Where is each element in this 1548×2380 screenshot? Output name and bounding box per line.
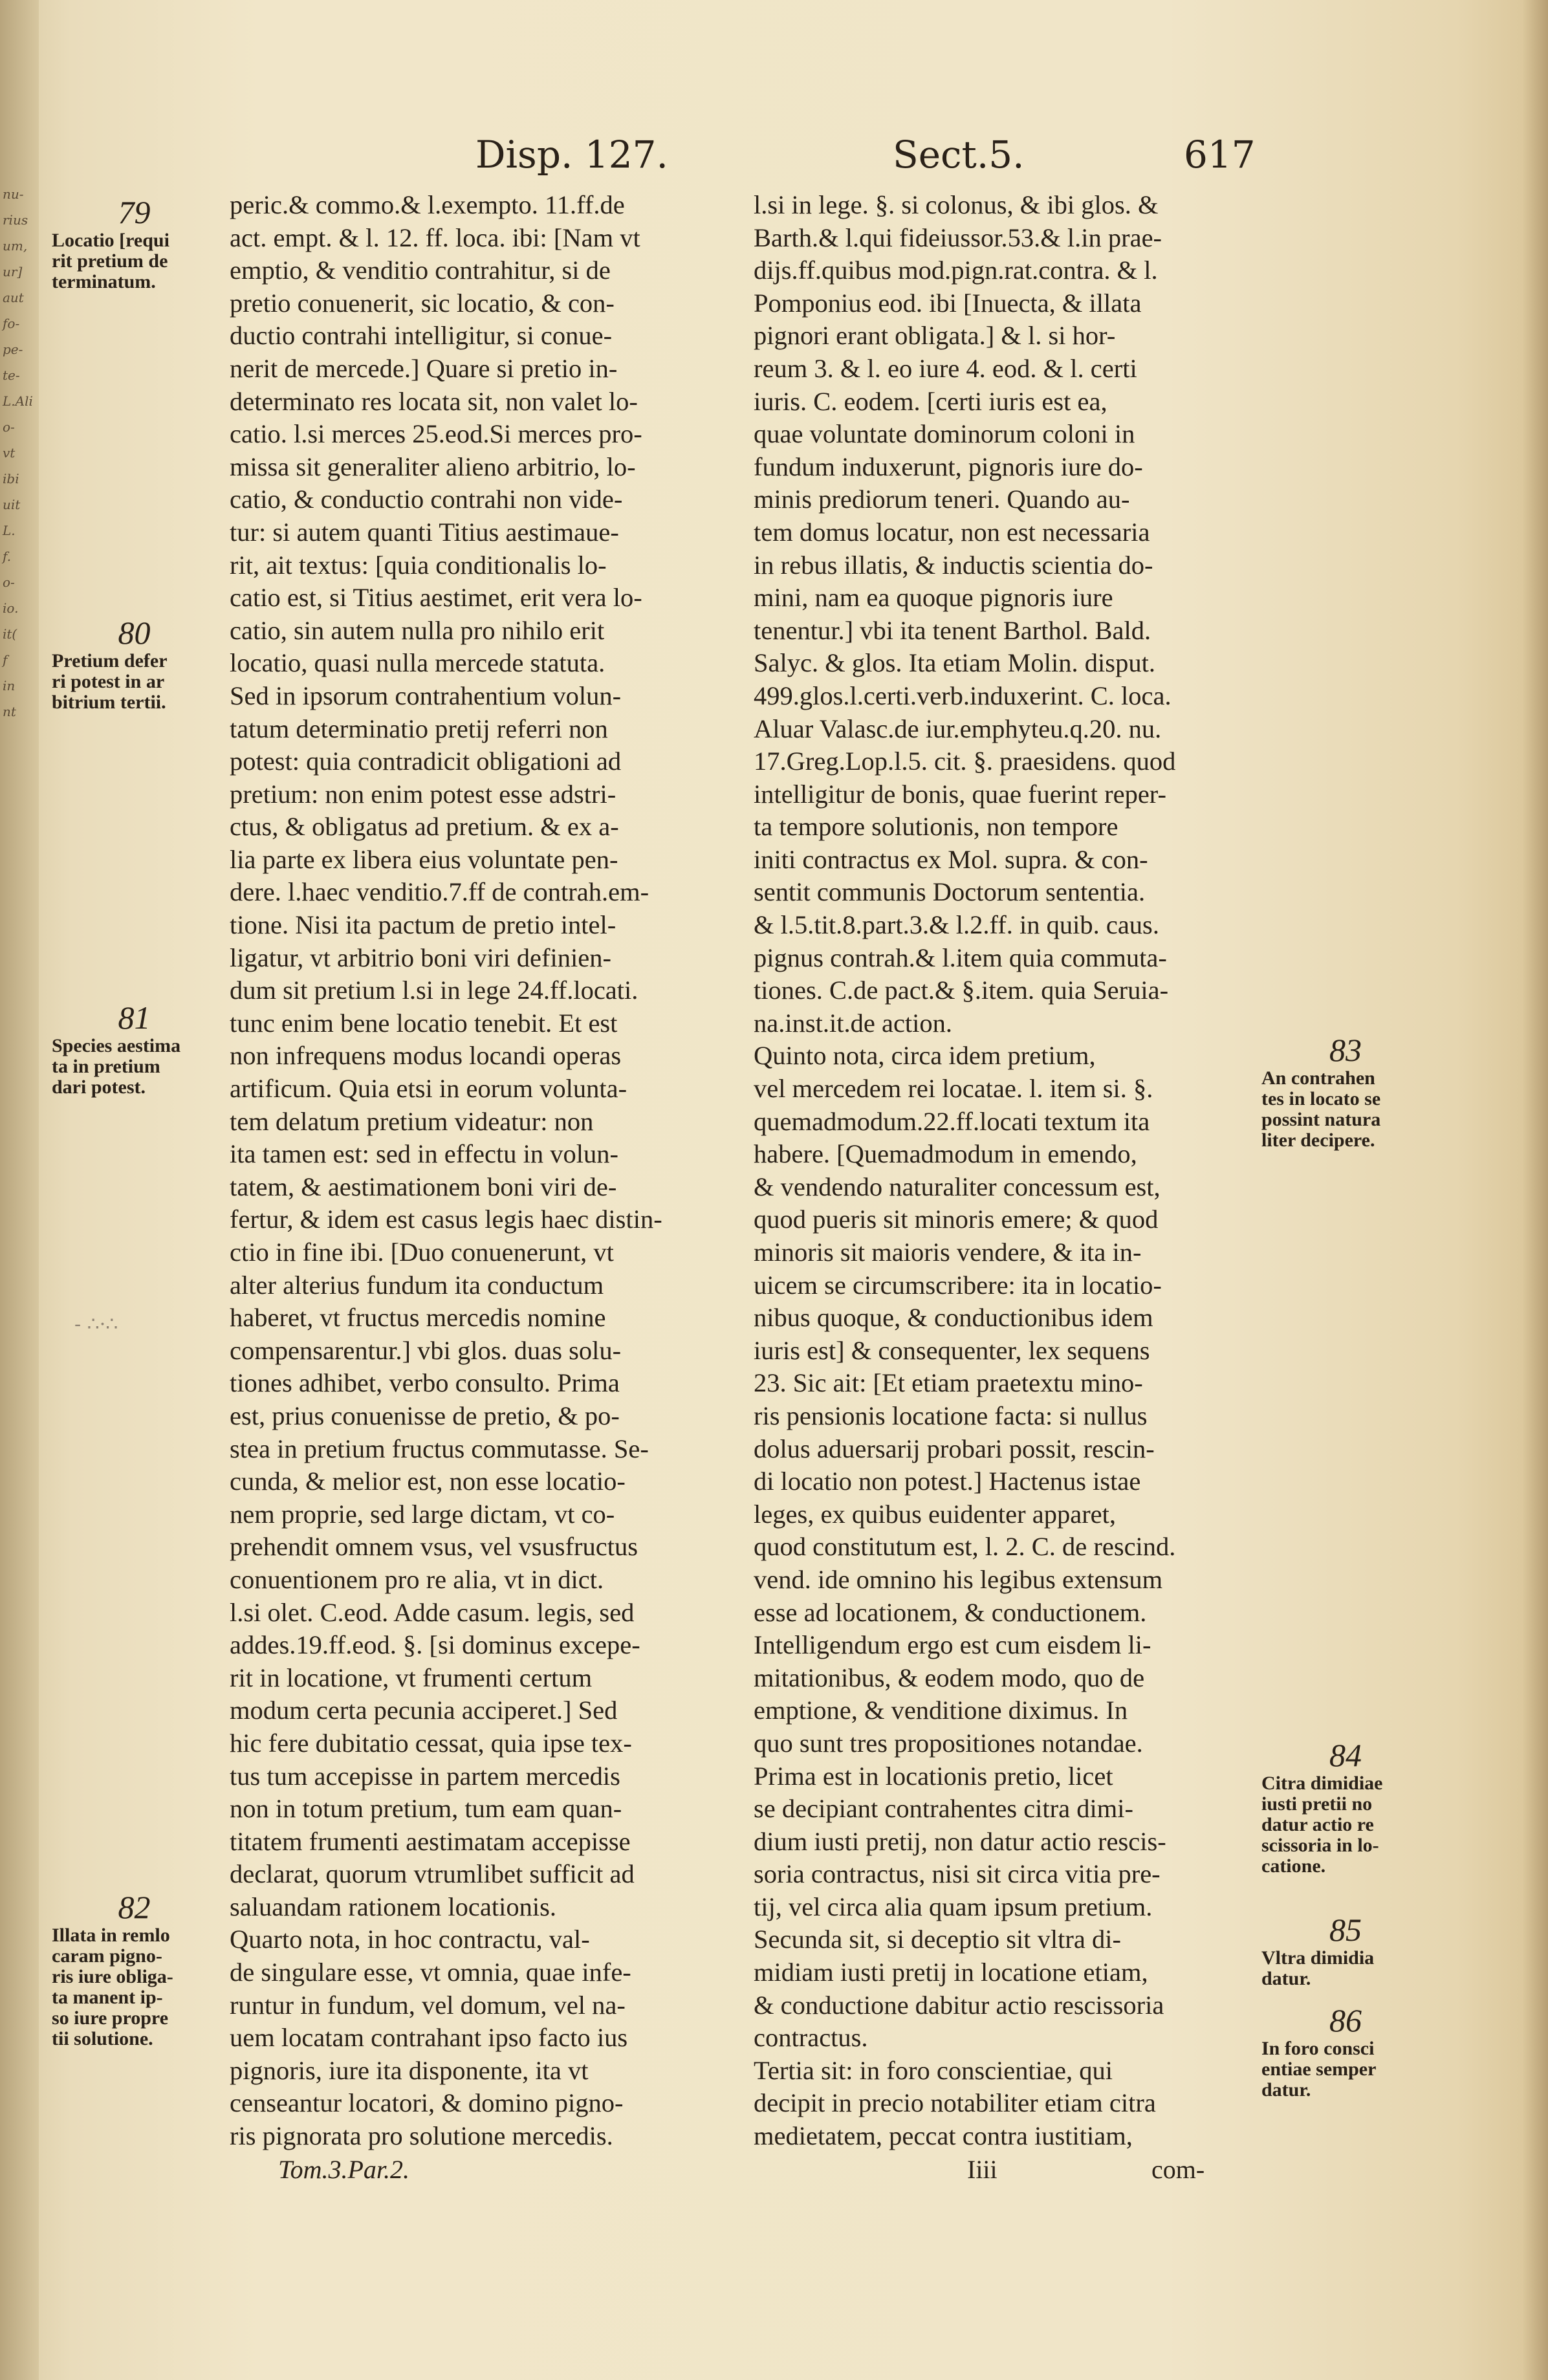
text-line: quae voluntate dominorum coloni in — [754, 419, 1135, 449]
text-line: potest: quia contradicit obligationi ad — [230, 747, 622, 776]
text-line: rit, ait textus: [quia conditionalis lo- — [230, 550, 607, 580]
text-line: modum certa pecunia acciperet.] Sed — [230, 1696, 618, 1725]
text-line: Quarto nota, in hoc contractu, val- — [230, 1925, 590, 1954]
text-line: & vendendo naturaliter concessum est, — [754, 1172, 1161, 1201]
margin-note-text — [1261, 2038, 1430, 2101]
margin-note-text — [52, 230, 217, 292]
margin-note-text — [1261, 1948, 1430, 1989]
left-text-column — [230, 189, 741, 2153]
text-line: emptio, & venditio contrahitur, si de — [230, 256, 611, 285]
text-line: quod pueris sit minoris emere; & quod — [754, 1205, 1159, 1234]
text-line: ta in pretium — [52, 1056, 160, 1077]
text-line: est, prius conuenisse de pretio, & po- — [230, 1401, 620, 1430]
text-line: nem proprie, sed large dictam, vt co- — [230, 1499, 615, 1529]
text-line: te- — [3, 367, 20, 383]
text-line: ris pignorata pro solutione mercedis. — [230, 2121, 613, 2151]
margin-note-text — [1261, 1773, 1430, 1877]
facing-page-fragments — [3, 181, 33, 725]
text-line: dium iusti pretij, non datur actio rescis- — [754, 1826, 1166, 1856]
text-line: prehendit omnem vsus, vel vsusfructus — [230, 1532, 638, 1562]
text-line: o- — [3, 419, 15, 435]
text-line: aut — [3, 290, 24, 305]
text-line: 499.glos.l.certi.verb.induxerint. C. loca. — [754, 681, 1172, 710]
text-line: 23. Sic ait: [Et etiam praetextu mino- — [754, 1368, 1143, 1398]
text-line: ris iure obliga- — [52, 1966, 173, 1987]
text-line: di locatio non potest.] Hactenus istae — [754, 1467, 1141, 1496]
margin-note-80 — [52, 615, 217, 713]
text-line: Barth.& l.qui fideiussor.53.& l.in prae- — [754, 223, 1162, 252]
text-line: missa sit generaliter alieno arbitrio, lo- — [230, 452, 636, 481]
text-line: soria contractus, nisi sit circa vitia pre- — [754, 1859, 1161, 1889]
text-line: ris pensionis locatione facta: si nullus — [754, 1401, 1148, 1430]
text-line: ctio in fine ibi. [Duo conuenerunt, vt — [230, 1238, 614, 1267]
text-line: mini, nam ea quoque pignoris iure — [754, 583, 1113, 613]
text-line: Salyc. & glos. Ita etiam Molin. disput. — [754, 648, 1155, 678]
text-line: Citra dimidiae — [1261, 1773, 1383, 1794]
margin-note-text — [1261, 1068, 1430, 1151]
text-line: dari potest. — [52, 1076, 146, 1098]
text-line: terminatum. — [52, 271, 156, 292]
text-line: pignori erant obligata.] & l. si hor- — [754, 321, 1116, 351]
text-line: L.Ali — [3, 393, 33, 409]
text-line: intelligitur de bonis, quae fuerint reper- — [754, 779, 1166, 809]
text-line: tiones. C.de pact.& §.item. quia Seruia- — [754, 976, 1169, 1005]
text-line: artificum. Quia etsi in eorum volunta- — [230, 1074, 627, 1104]
text-line: catione. — [1261, 1855, 1326, 1877]
text-line: haberet, vt fructus mercedis nomine — [230, 1303, 606, 1333]
text-line: L. — [3, 523, 16, 538]
text-line: pretium: non enim potest esse adstri- — [230, 779, 616, 809]
text-line: peric.& commo.& l.exempto. 11.ff.de — [230, 190, 625, 219]
text-line: nerit de mercede.] Quare si pretio in- — [230, 353, 618, 383]
margin-note-number: 81 — [118, 999, 151, 1036]
text-line: f. — [3, 549, 12, 564]
text-line: Tertia sit: in foro conscientiae, qui — [754, 2055, 1113, 2085]
text-line: um, — [3, 238, 28, 254]
text-line: tenentur.] vbi ita tenent Barthol. Bald. — [754, 615, 1151, 645]
text-line: compensarentur.] vbi glos. duas solu- — [230, 1335, 622, 1365]
text-line: declarat, quorum vtrumlibet sufficit ad — [230, 1859, 635, 1889]
text-line: hic fere dubitatio cessat, quia ipse tex- — [230, 1728, 632, 1758]
text-line: midiam iusti pretij in locatione etiam, — [754, 1958, 1148, 1987]
text-line: Locatio [requi — [52, 230, 169, 251]
text-line: tij, vel circa alia quam ipsum pretium. — [754, 1892, 1153, 1921]
page-number: 617 — [1184, 133, 1256, 177]
text-line: nu- — [3, 186, 24, 202]
text-line: nt — [3, 704, 16, 719]
text-line: stea in pretium fructus commutasse. Se- — [230, 1434, 649, 1463]
gathering-signature: Iiii — [967, 2155, 997, 2184]
text-line: quod constitutum est, l. 2. C. de rescind. — [754, 1532, 1176, 1562]
text-line: quemadmodum.22.ff.locati textum ita — [754, 1106, 1150, 1136]
text-line: Intelligendum ergo est cum eisdem li- — [754, 1630, 1151, 1660]
text-line: cunda, & melior est, non esse locatio- — [230, 1467, 626, 1496]
catchword: com- — [1151, 2155, 1205, 2184]
text-line: Prima est in locationis pretio, licet — [754, 1761, 1113, 1791]
text-line: Aluar Valasc.de iur.emphyteu.q.20. nu. — [754, 714, 1162, 743]
text-line: fundum induxerunt, pignoris iure do- — [754, 452, 1143, 481]
text-line: io. — [3, 600, 19, 616]
text-line: se decipiant contrahentes citra dimi- — [754, 1794, 1134, 1824]
text-line: nibus quoque, & conductionibus idem — [754, 1303, 1153, 1333]
text-line: tes in locato se — [1261, 1088, 1381, 1109]
text-line: dum sit pretium l.si in lege 24.ff.locati. — [230, 976, 638, 1005]
text-line: determinato res locata sit, non valet lo- — [230, 386, 638, 416]
text-line: l.si olet. C.eod. Adde casum. legis, sed — [230, 1597, 635, 1627]
running-header — [220, 133, 1296, 184]
text-line: pe- — [3, 342, 23, 357]
text-line: ductio contrahi intelligitur, si conue- — [230, 321, 613, 351]
text-line: sentit communis Doctorum sententia. — [754, 877, 1146, 907]
text-line: contractus. — [754, 2023, 868, 2053]
page-edge-shadow — [1522, 0, 1548, 2380]
text-line: catio, sin autem nulla pro nihilo erit — [230, 615, 605, 645]
text-line: so iure propre — [52, 2007, 169, 2029]
text-line: Pretium defer — [52, 650, 168, 671]
text-line: tii solutione. — [52, 2028, 153, 2049]
text-line: iuris est] & consequenter, lex sequens — [754, 1335, 1150, 1365]
text-line: catio. l.si merces 25.eod.Si merces pro- — [230, 419, 642, 449]
text-line: entiae semper — [1261, 2058, 1377, 2080]
text-line: datur. — [1261, 2079, 1311, 2101]
text-line: tem delatum pretium videatur: non — [230, 1106, 594, 1136]
margin-note-84 — [1261, 1737, 1430, 1877]
text-line: ta manent ip- — [52, 1987, 163, 2008]
margin-note-number: 80 — [118, 615, 151, 651]
text-line: pignoris, iure ita disponente, ita vt — [230, 2055, 589, 2085]
text-line: possint natura — [1261, 1109, 1381, 1130]
text-line: datur. — [1261, 1968, 1311, 1989]
text-line: 17.Greg.Lop.l.5. cit. §. praesidens. quod — [754, 747, 1176, 776]
text-line: vt — [3, 445, 16, 461]
text-line: tatem, & aestimationem boni viri de- — [230, 1172, 617, 1201]
text-line: rit in locatione, vt frumenti certum — [230, 1663, 593, 1692]
text-line: l.si in lege. §. si colonus, & ibi glos. & — [754, 190, 1159, 219]
text-line: uicem se circumscribere: ita in locatio- — [754, 1270, 1162, 1300]
margin-note-number: 84 — [1329, 1737, 1362, 1773]
text-line: rius — [3, 212, 28, 228]
text-line: iusti pretii no — [1261, 1793, 1373, 1815]
text-line: scissoria in lo- — [1261, 1835, 1379, 1856]
header-disputation: Disp. 127. — [475, 133, 668, 177]
text-line: vel mercedem rei locatae. l. item si. §. — [754, 1074, 1153, 1104]
margin-note-number: 86 — [1329, 2002, 1362, 2038]
margin-note-text — [52, 1036, 217, 1098]
text-line: dere. l.haec venditio.7.ff de contrah.em- — [230, 877, 649, 907]
text-line: bitrium tertii. — [52, 692, 166, 713]
signature-mark: Tom.3.Par.2. — [278, 2155, 410, 2184]
text-line: conuentionem pro re alia, vt in dict. — [230, 1564, 604, 1594]
text-line: emptione, & venditione diximus. In — [754, 1696, 1128, 1725]
text-line: uem locatam contrahant ipso facto ius — [230, 2023, 628, 2053]
margin-note-82 — [52, 1889, 217, 2049]
margin-note-86 — [1261, 2002, 1430, 2101]
text-line: esse ad locationem, & conductionem. — [754, 1597, 1147, 1627]
text-line: locatio, quasi nulla mercede statuta. — [230, 648, 605, 678]
text-line: tus tum accepisse in partem mercedis — [230, 1761, 620, 1791]
text-line: habere. [Quemadmodum in emendo, — [754, 1139, 1137, 1169]
text-line: Sed in ipsorum contrahentium volun- — [230, 681, 622, 710]
text-line: ita tamen est: sed in effectu in volun- — [230, 1139, 618, 1169]
text-line: pignus contrah.& l.item quia commuta- — [754, 943, 1167, 972]
text-line: In foro consci — [1261, 2038, 1375, 2059]
right-text-column — [754, 189, 1245, 2153]
text-line: initi contractus ex Mol. supra. & con- — [754, 844, 1148, 874]
text-line: de singulare esse, vt omnia, quae infe- — [230, 1958, 631, 1987]
text-line: ligatur, vt arbitrio boni viri definien- — [230, 943, 611, 972]
text-line: medietatem, peccat contra iustitiam, — [754, 2121, 1133, 2151]
text-line: runtur in fundum, vel domum, vel na- — [230, 1990, 626, 2020]
text-line: o- — [3, 574, 15, 590]
text-line: minis prediorum teneri. Quando au- — [754, 485, 1130, 514]
text-line: ta tempore solutionis, non tempore — [754, 812, 1118, 842]
text-line: Species aestima — [52, 1035, 181, 1056]
ink-smudge: - ∴·∴ — [74, 1313, 118, 1336]
text-line: catio, & conductio contrahi non vide- — [230, 485, 623, 514]
text-line: pretio conuenerit, sic locatio, & con- — [230, 288, 615, 318]
text-line: quo sunt tres propositiones notandae. — [754, 1728, 1143, 1758]
text-line: na.inst.it.de action. — [754, 1008, 953, 1038]
text-line: lia parte ex libera eius voluntate pen- — [230, 844, 618, 874]
text-line: ur] — [3, 264, 23, 279]
text-line: Quinto nota, circa idem pretium, — [754, 1041, 1096, 1071]
text-line: ibi — [3, 471, 19, 486]
margin-note-85 — [1261, 1912, 1430, 1989]
text-line: censeantur locatori, & domino pigno- — [230, 2088, 624, 2118]
text-line: dolus aduersarij probari possit, rescin- — [754, 1434, 1155, 1463]
margin-note-79 — [52, 194, 217, 292]
text-line: tiones adhibet, verbo consulto. Prima — [230, 1368, 620, 1398]
text-line: tione. Nisi ita pactum de pretio intel- — [230, 910, 616, 940]
text-line: ctus, & obligatus ad pretium. & ex a- — [230, 812, 619, 842]
text-line: datur actio re — [1261, 1814, 1374, 1835]
text-line: tem domus locatur, non est necessaria — [754, 517, 1150, 547]
margin-note-81 — [52, 999, 217, 1098]
text-line: non infrequens modus locandi operas — [230, 1041, 622, 1071]
text-line: leges, ex quibus euidenter apparet, — [754, 1499, 1117, 1529]
text-line: catio est, si Titius aestimet, erit vera lo- — [230, 583, 642, 613]
margin-note-number: 85 — [1329, 1912, 1362, 1948]
text-line: Secunda sit, si deceptio sit vltra di- — [754, 1925, 1122, 1954]
text-line: tatum determinatio pretij referri non — [230, 714, 608, 743]
text-line: fo- — [3, 316, 20, 331]
text-line: & conductione dabitur actio rescissoria — [754, 1990, 1164, 2020]
text-line: reum 3. & l. eo iure 4. eod. & l. certi — [754, 353, 1137, 383]
text-line: tunc enim bene locatio tenebit. Et est — [230, 1008, 618, 1038]
text-line: liter decipere. — [1261, 1130, 1375, 1151]
text-line: dijs.ff.quibus mod.pign.rat.contra. & l. — [754, 256, 1158, 285]
text-line: it( — [3, 626, 17, 642]
text-line: minoris sit maioris vendere, & ita in- — [754, 1238, 1142, 1267]
text-line: uit — [3, 497, 21, 512]
text-line: alter alterius fundum ita conductum — [230, 1270, 604, 1300]
text-line: non in totum pretium, tum eam quan- — [230, 1794, 622, 1824]
text-line: addes.19.ff.eod. §. [si dominus excepe- — [230, 1630, 640, 1660]
text-line: caram pigno- — [52, 1945, 162, 1967]
text-line: saluandam rationem locationis. — [230, 1892, 556, 1921]
text-line: Pomponius eod. ibi [Inuecta, & illata — [754, 288, 1142, 318]
text-line: ri potest in ar — [52, 671, 165, 692]
text-line: Illata in remlo — [52, 1925, 170, 1946]
text-line: rit pretium de — [52, 250, 168, 272]
margin-note-number: 83 — [1329, 1032, 1362, 1068]
text-line: An contrahen — [1261, 1067, 1375, 1089]
text-line: act. empt. & l. 12. ff. loca. ibi: [Nam vt — [230, 223, 640, 252]
text-line: vend. ide omnino his legibus extensum — [754, 1564, 1163, 1594]
text-line: decipit in precio notabiliter etiam citra — [754, 2088, 1156, 2118]
margin-note-text — [52, 1925, 217, 2049]
text-line: fertur, & idem est casus legis haec distin- — [230, 1205, 662, 1234]
text-line: Vltra dimidia — [1261, 1947, 1375, 1969]
margin-note-83 — [1261, 1032, 1430, 1151]
margin-note-text — [52, 651, 217, 713]
text-line: & l.5.tit.8.part.3.& l.2.ff. in quib. caus. — [754, 910, 1159, 940]
text-line: in — [3, 678, 16, 693]
text-line: iuris. C. eodem. [certi iuris est ea, — [754, 386, 1107, 416]
page-footer — [278, 2154, 1237, 2193]
text-line: tur: si autem quanti Titius aestimaue- — [230, 517, 619, 547]
text-line: titatem frumenti aestimatam accepisse — [230, 1826, 631, 1856]
text-line: in rebus illatis, & inductis scientia do- — [754, 550, 1153, 580]
margin-note-number: 79 — [118, 194, 151, 230]
text-line: f — [3, 652, 8, 668]
margin-note-number: 82 — [118, 1889, 151, 1925]
text-line: mitationibus, & eodem modo, quo de — [754, 1663, 1145, 1692]
header-section: Sect.5. — [893, 133, 1025, 177]
